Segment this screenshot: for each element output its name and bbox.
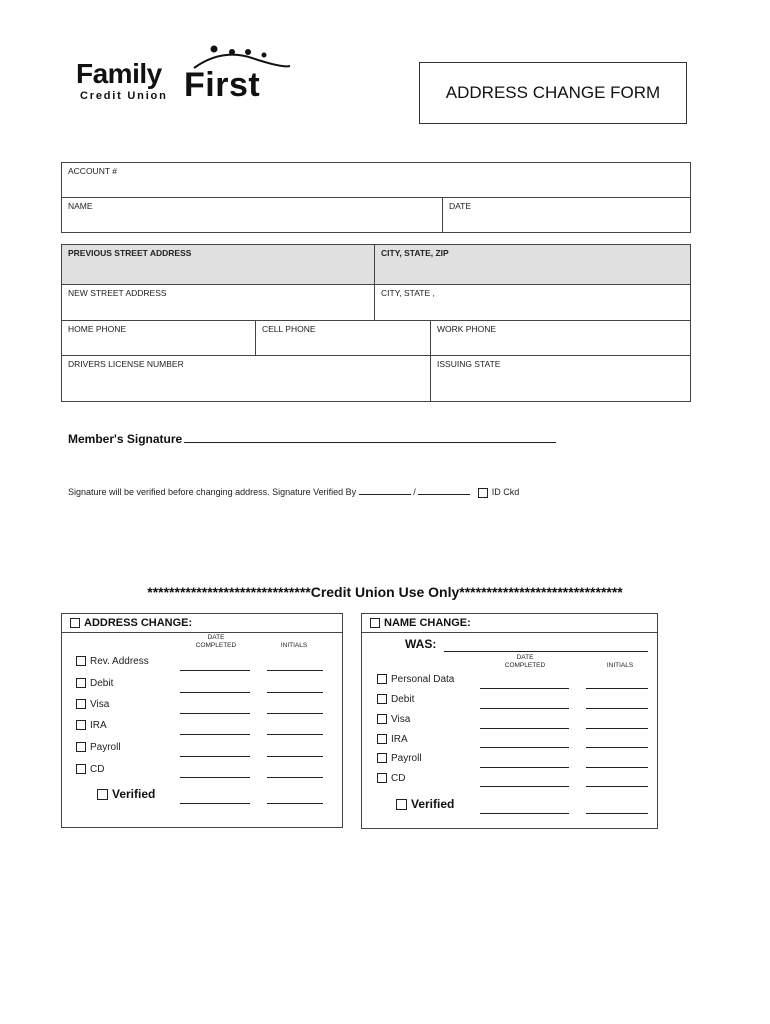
date-label: DATE xyxy=(449,201,472,211)
debit-checkbox[interactable] xyxy=(76,678,86,688)
initials-line[interactable] xyxy=(586,767,648,768)
initials-line[interactable] xyxy=(267,777,323,778)
account-label: ACCOUNT # xyxy=(68,166,117,176)
name-change-title: NAME CHANGE: xyxy=(384,617,471,629)
signature-underline xyxy=(184,432,556,443)
name-field[interactable] xyxy=(61,197,443,233)
address-change-checkbox[interactable] xyxy=(70,618,80,628)
account-field[interactable] xyxy=(61,162,691,198)
date-line[interactable] xyxy=(180,734,250,735)
address-verified: Verified xyxy=(97,787,155,801)
date-line[interactable] xyxy=(480,747,569,748)
address-item: IRA xyxy=(76,720,107,731)
address-item: Debit xyxy=(76,678,113,689)
name-item: IRA xyxy=(377,734,408,745)
debit-checkbox[interactable] xyxy=(377,694,387,704)
payroll-checkbox[interactable] xyxy=(76,742,86,752)
name-change-panel xyxy=(361,613,658,829)
family-first-logo xyxy=(72,44,297,106)
name-verified: Verified xyxy=(396,797,454,811)
date-line[interactable] xyxy=(180,803,250,804)
name-item: Visa xyxy=(377,714,410,725)
logo-first-text: First xyxy=(184,66,261,104)
address-item: Rev. Address xyxy=(76,656,149,667)
cell-phone-field[interactable] xyxy=(255,320,431,356)
cd-checkbox[interactable] xyxy=(377,773,387,783)
logo-family-text: Family xyxy=(76,58,162,89)
date-line[interactable] xyxy=(480,813,569,814)
verified-by-blank-1[interactable] xyxy=(359,486,411,495)
issuing-state-label: ISSUING STATE xyxy=(437,359,501,369)
drivers-license-field[interactable] xyxy=(61,355,431,402)
drivers-license-label: DRIVERS LICENSE NUMBER xyxy=(68,359,184,369)
issuing-state-field[interactable] xyxy=(430,355,691,402)
name-verified-checkbox[interactable] xyxy=(396,799,407,810)
logo-credit-union-text: Credit Union xyxy=(80,90,168,102)
new-street-field[interactable] xyxy=(61,284,375,321)
date-completed-header: DATE COMPLETED xyxy=(195,634,237,649)
payroll-checkbox[interactable] xyxy=(377,753,387,763)
initials-line[interactable] xyxy=(586,747,648,748)
ira-checkbox[interactable] xyxy=(76,720,86,730)
date-completed-header: DATE COMPLETED xyxy=(504,654,546,669)
address-item: Visa xyxy=(76,699,109,710)
verified-by-blank-2[interactable] xyxy=(418,486,470,495)
work-phone-label: WORK PHONE xyxy=(437,324,497,334)
date-line[interactable] xyxy=(180,713,250,714)
date-line[interactable] xyxy=(180,692,250,693)
rev-address-checkbox[interactable] xyxy=(76,656,86,666)
ira-checkbox[interactable] xyxy=(377,734,387,744)
name-change-header xyxy=(362,614,657,633)
name-item: Debit xyxy=(377,694,414,705)
initials-line[interactable] xyxy=(586,813,648,814)
address-change-title: ADDRESS CHANGE: xyxy=(84,617,193,629)
previous-street-field[interactable] xyxy=(61,244,375,285)
initials-line[interactable] xyxy=(586,688,648,689)
address-verified-checkbox[interactable] xyxy=(97,789,108,800)
previous-street-label: PREVIOUS STREET ADDRESS xyxy=(68,248,192,258)
address-change-panel xyxy=(61,613,343,828)
initials-header: INITIALS xyxy=(280,642,308,649)
date-line[interactable] xyxy=(480,728,569,729)
work-phone-field[interactable] xyxy=(430,320,691,356)
new-street-label: NEW STREET ADDRESS xyxy=(68,288,167,298)
initials-line[interactable] xyxy=(267,803,323,804)
initials-line[interactable] xyxy=(586,728,648,729)
date-line[interactable] xyxy=(180,670,250,671)
name-change-checkbox[interactable] xyxy=(370,618,380,628)
home-phone-label: HOME PHONE xyxy=(68,324,127,334)
address-change-header xyxy=(62,614,342,633)
verify-separator: / xyxy=(413,487,416,497)
initials-line[interactable] xyxy=(586,708,648,709)
credit-union-use-only-banner: ******************************Credit Union Use Only****************************** xyxy=(147,584,623,600)
id-ckd-label: ID Ckd xyxy=(491,487,520,497)
was-label: WAS: xyxy=(405,637,437,651)
initials-line[interactable] xyxy=(586,786,648,787)
visa-checkbox[interactable] xyxy=(76,699,86,709)
initials-line[interactable] xyxy=(267,756,323,757)
cell-phone-label: CELL PHONE xyxy=(262,324,316,334)
date-line[interactable] xyxy=(180,777,250,778)
member-signature-label: Member's Signature xyxy=(68,432,183,446)
name-item: CD xyxy=(377,773,405,784)
date-field[interactable] xyxy=(442,197,691,233)
address-item: Payroll xyxy=(76,742,121,753)
date-line[interactable] xyxy=(480,767,569,768)
cd-checkbox[interactable] xyxy=(76,764,86,774)
date-line[interactable] xyxy=(480,688,569,689)
address-item: CD xyxy=(76,764,104,775)
signature-verification xyxy=(68,486,519,498)
initials-header: INITIALS xyxy=(606,662,634,669)
name-label: NAME xyxy=(68,201,93,211)
initials-line[interactable] xyxy=(267,692,323,693)
visa-checkbox[interactable] xyxy=(377,714,387,724)
home-phone-field[interactable] xyxy=(61,320,256,356)
was-line[interactable] xyxy=(444,651,648,652)
verify-text: Signature will be verified before changing address. Signature Verified By xyxy=(68,487,357,497)
name-item: Personal Data xyxy=(377,674,454,685)
date-line[interactable] xyxy=(480,708,569,709)
date-line[interactable] xyxy=(180,756,250,757)
name-item: Payroll xyxy=(377,753,422,764)
initials-line[interactable] xyxy=(267,670,323,671)
previous-city-label: CITY, STATE, ZIP xyxy=(381,248,449,258)
previous-city-field[interactable] xyxy=(374,244,691,285)
form-title: ADDRESS CHANGE FORM xyxy=(419,62,687,124)
member-signature-line[interactable] xyxy=(68,432,556,446)
date-line[interactable] xyxy=(480,786,569,787)
initials-line[interactable] xyxy=(267,734,323,735)
personal-data-checkbox[interactable] xyxy=(377,674,387,684)
new-city-label: CITY, STATE , xyxy=(381,288,435,298)
initials-line[interactable] xyxy=(267,713,323,714)
new-city-field[interactable] xyxy=(374,284,691,321)
id-ckd-checkbox[interactable] xyxy=(478,488,488,498)
